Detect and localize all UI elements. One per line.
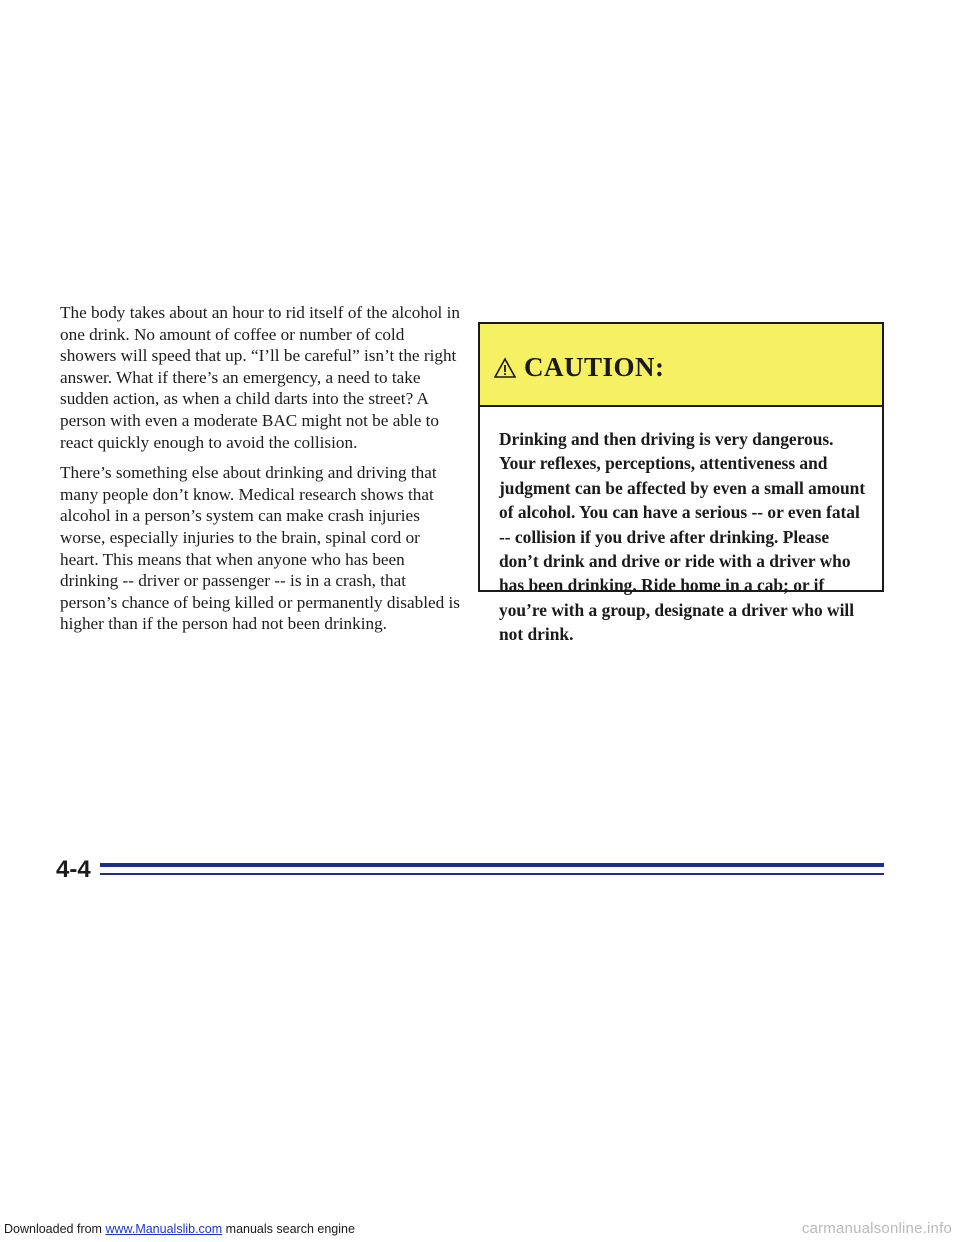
manualslib-link[interactable]: www.Manualslib.com	[105, 1222, 223, 1236]
caution-label: CAUTION:	[524, 352, 665, 382]
watermark: carmanualsonline.info	[801, 1220, 952, 1237]
caution-title	[494, 352, 665, 383]
caution-header	[480, 324, 882, 407]
footer-rule-thin	[100, 873, 884, 875]
body-paragraph: The body takes about an hour to rid itself of the alcohol in one drink. No amount of coffee or number of cold showers will speed that up. “I’ll be careful” isn’t the right answer. What if there’s an emergency, a need to take sudden action, as when a child darts into the street? A person with even a moderate BAC might not be able to react quickly enough to avoid the collision.	[60, 303, 460, 452]
caution-box	[478, 322, 884, 645]
footer-prefix: Downloaded from	[4, 1222, 102, 1236]
footer-suffix: manuals search engine	[225, 1222, 355, 1236]
body-paragraph: There’s something else about drinking and driving that many people don’t know. Medical research shows that alcohol in a person’s system can make crash injuries worse, especially injuries to the brain, spinal cord or heart. This means that when anyone who has been drinking -- driver or passenger -- is in a crash, that person’s chance of being killed or permanently disabled is higher than if the person had not been drinking.	[60, 463, 460, 634]
page-number: 4-4	[56, 856, 91, 883]
body-text-column	[60, 302, 460, 644]
warning-triangle-icon	[494, 357, 516, 379]
download-footer	[4, 1222, 355, 1236]
caution-text: Drinking and then driving is very dangerous. Your reflexes, perceptions, attentiveness and judgment can be affected by even a small amount of alcohol. You can have a serious -- or even fatal -- collision if you drive after drinking. Please don’t drink and drive or ride with a driver who has been drinking. Ride home in a cab; or if you’re with a group, designate a driver who will not drink.	[499, 429, 866, 645]
footer-rule-thick	[100, 863, 884, 867]
